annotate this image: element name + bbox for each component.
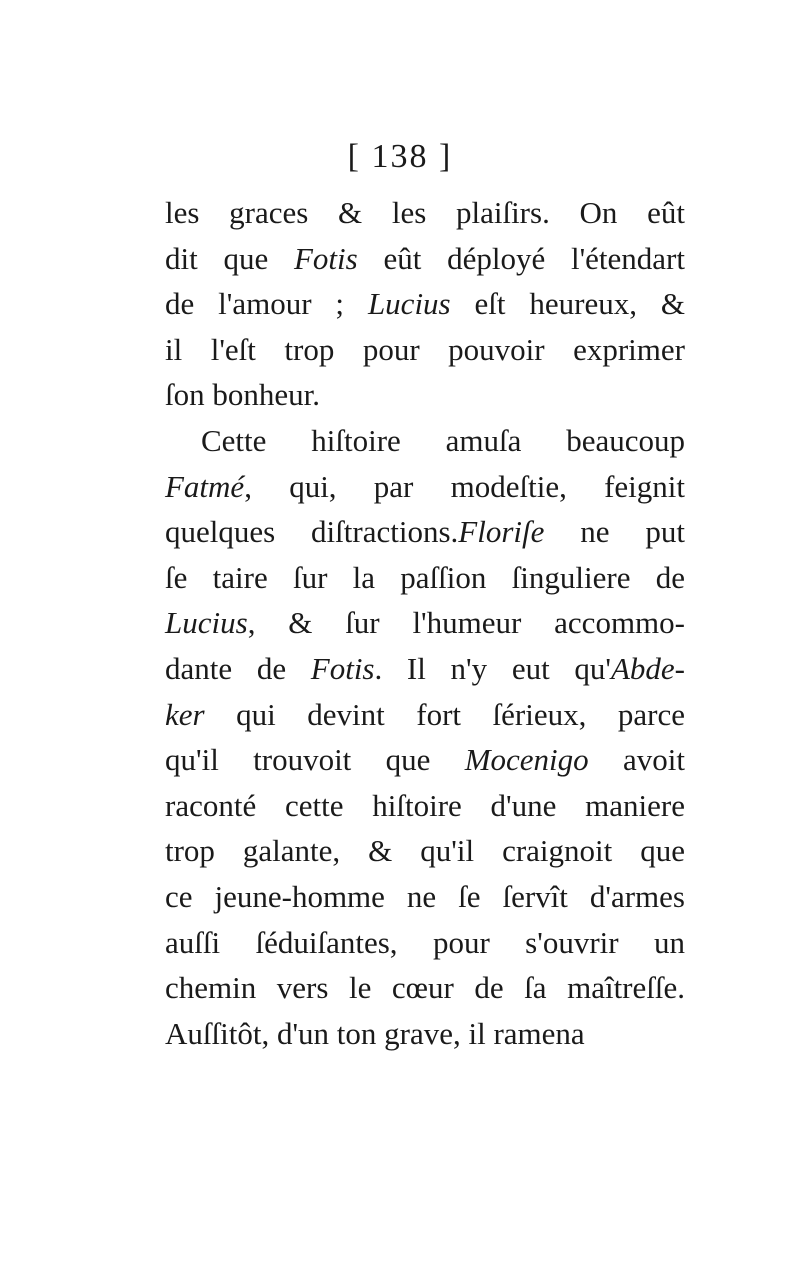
text-segment: chemin vers le cœur de ſa maîtreſſe. [165,970,685,1006]
text-line [165,600,685,646]
text-segment: il l'eſt trop pour pouvoir exprimer [165,331,685,367]
text-line [165,828,685,874]
text-segment: , & ſur l'humeur accommo- [247,605,685,641]
text-segment: trop galante, & qu'il craignoit que [165,833,685,869]
text-segment: dante de [165,650,311,686]
text-segment: de l'amour ; [165,286,368,322]
body-text [165,190,685,1056]
text-line [165,509,685,555]
italic-name: Fotis [310,650,375,686]
text-line [165,464,685,510]
text-segment: , qui, par modeſtie, feignit [244,468,685,504]
text-line [165,281,685,327]
italic-name: Fatmé [165,468,245,504]
text-line [165,874,685,920]
text-line [165,692,685,738]
text-segment: Auſſitôt, d'un ton grave, il ramena [165,1015,585,1051]
text-segment: quelques diſtractions. [165,514,459,550]
text-segment: ce jeune-homme ne ſe ſervît d'armes [165,878,685,914]
italic-name: Mocenigo [464,742,589,778]
text-line [165,372,685,418]
text-line [165,737,685,783]
text-line [165,236,685,282]
text-segment: ſon bonheur. [165,377,320,413]
italic-name: Lucius [367,286,451,322]
italic-name: Abde- [610,650,685,686]
text-segment: auſſi ſéduiſantes, pour s'ouvrir un [165,924,685,960]
text-line [165,920,685,966]
text-segment: ne put [544,514,685,550]
text-segment: . Il n'y eut qu' [374,650,611,686]
text-line [165,190,685,236]
text-segment: eſt heureux, & [450,286,685,322]
text-segment: avoit [588,742,685,778]
page-number: [ 138 ] [347,138,453,175]
text-segment: dit que [165,240,294,276]
text-segment: les graces & les plaiſirs. On eût [165,195,685,230]
text-segment: ſe taire ſur la paſſion ſinguliere de [165,559,685,595]
text-line [165,555,685,601]
italic-name: Floriſe [458,514,545,550]
italic-name: Lucius [165,605,248,641]
text-segment: raconté cette hiſtoire d'une maniere [165,787,685,823]
text-segment: qui devint fort ſérieux, parce [204,696,685,732]
text-line [165,965,685,1011]
text-segment: eût déployé l'étendart [357,240,685,276]
italic-name: ker [165,696,205,732]
italic-name: Fotis [293,240,358,276]
text-line [165,327,685,373]
text-line [165,1011,685,1057]
text-line [165,646,685,692]
text-segment: Cette hiſtoire amuſa beaucoup [201,422,685,458]
text-segment: qu'il trouvoit que [165,742,465,778]
text-line [165,783,685,829]
text-line [165,418,685,464]
